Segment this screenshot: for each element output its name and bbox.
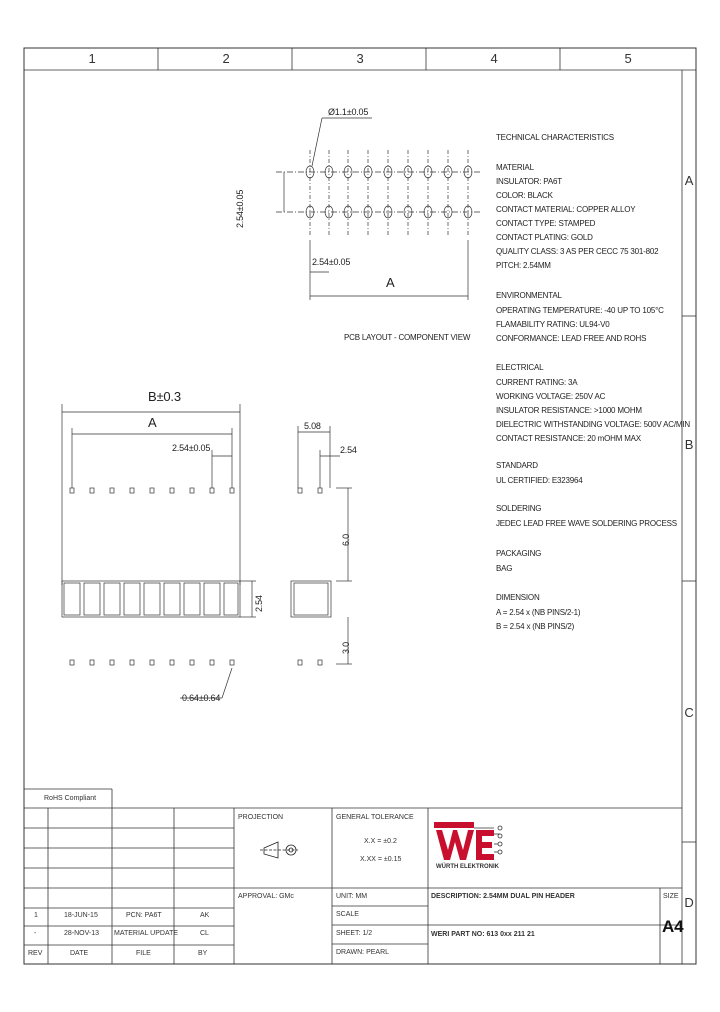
hole-diameter-dim: Ø1.1±0.05 <box>328 107 369 117</box>
spec-environmental-heading: ENVIRONMENTAL <box>496 291 562 300</box>
rev-cell: 1 <box>34 912 38 919</box>
hole-leader <box>312 118 322 166</box>
column-label-1: 1 <box>88 51 96 66</box>
spec-material-heading: MATERIAL <box>496 163 534 172</box>
pcb-length-a-label: A <box>386 275 395 290</box>
by-cell: CL <box>200 930 209 937</box>
spec-line: OPERATING TEMPERATURE: -40 UP TO 105°C <box>496 306 664 315</box>
front-body-segments <box>64 583 238 615</box>
row-label-c: C <box>684 705 694 720</box>
side-lower-length-dim: 3.0 <box>341 642 351 654</box>
by-header: BY <box>198 950 208 957</box>
spec-line: CONTACT MATERIAL: COPPER ALLOY <box>496 205 636 214</box>
spec-line: DIELECTRIC WITHSTANDING VOLTAGE: 500V AC/MIN <box>496 420 690 429</box>
front-overall-b-dim: B±0.3 <box>148 389 181 404</box>
front-body <box>62 581 240 617</box>
tolerance-2: X.XX = ±0.15 <box>360 856 402 863</box>
spec-standard-heading: STANDARD <box>496 461 538 470</box>
file-header: FILE <box>136 950 151 957</box>
spec-soldering-heading: SOLDERING <box>496 504 542 513</box>
spec-packaging-heading: PACKAGING <box>496 549 542 558</box>
spec-line: BAG <box>496 564 513 573</box>
row-label-a: A <box>684 173 694 188</box>
front-pin-tips-bottom <box>70 660 234 665</box>
spec-line: WORKING VOLTAGE: 250V AC <box>496 392 606 401</box>
description-label: DESCRIPTION: 2.54MM DUAL PIN HEADER <box>431 893 575 900</box>
spec-line: FLAMABILITY RATING: UL94-V0 <box>496 320 610 329</box>
unit-label: UNIT: MM <box>336 893 368 900</box>
spec-line: CONTACT TYPE: STAMPED <box>496 219 596 228</box>
spec-electrical-heading: ELECTRICAL <box>496 363 544 372</box>
projection-symbol-icon <box>260 842 298 858</box>
scale-label: SCALE <box>336 911 359 918</box>
side-pitch-dim: 2.54 <box>340 445 357 455</box>
part-number-label: WERI PART NO: 613 0xx 211 21 <box>431 931 535 938</box>
pcb-pitch-dim: 2.54±0.05 <box>312 257 351 267</box>
column-label-4: 4 <box>490 51 498 66</box>
side-upper-length-dim: 6.0 <box>341 534 351 546</box>
row-dividers <box>682 316 696 842</box>
tolerance-1: X.X = ±0.2 <box>364 838 397 845</box>
spec-line: CURRENT RATING: 3A <box>496 378 578 387</box>
file-cell: MATERIAL UPDATE <box>114 930 179 937</box>
row-label-d: D <box>684 895 694 910</box>
front-pin-dim: 0.64±0.64 <box>182 693 221 703</box>
spec-line: QUALITY CLASS: 3 AS PER CECC 75 301-802 <box>496 247 659 256</box>
rev-cell: - <box>34 930 37 937</box>
spec-line: CONTACT RESISTANCE: 20 mOHM MAX <box>496 434 641 443</box>
spec-line: A = 2.54 x (NB PINS/2-1) <box>496 608 581 617</box>
rev-header: REV <box>28 950 43 957</box>
spec-dimension-heading: DIMENSION <box>496 593 540 602</box>
outer-frame <box>24 48 696 964</box>
spec-line: COLOR: BLACK <box>496 191 553 200</box>
front-pitch-dim: 2.54±0.05 <box>172 443 211 453</box>
rohs-label: RoHS Compliant <box>44 795 97 802</box>
pcb-layout-caption: PCB LAYOUT - COMPONENT VIEW <box>344 333 471 342</box>
front-body-height-dim: 2.54 <box>254 595 264 612</box>
spec-title: TECHNICAL CHARACTERISTICS <box>496 133 614 142</box>
by-cell: AK <box>200 912 210 919</box>
pcb-layout-view <box>276 118 480 300</box>
spec-line: B = 2.54 x (NB PINS/2) <box>496 622 575 631</box>
approval-label: APPROVAL: GMc <box>238 893 294 900</box>
spec-line: CONTACT PLATING: GOLD <box>496 233 593 242</box>
wurth-logo-icon <box>434 822 502 860</box>
pcb-hole-centerlines <box>310 150 468 236</box>
spec-line: INSULATOR RESISTANCE: >1000 MOHM <box>496 406 642 415</box>
date-cell: 28-NOV-13 <box>64 930 100 937</box>
front-pin-tips-top <box>70 488 234 493</box>
spec-line: UL CERTIFIED: E323964 <box>496 476 583 485</box>
row-label-b: B <box>684 437 694 452</box>
spec-line: JEDEC LEAD FREE WAVE SOLDERING PROCESS <box>496 519 677 528</box>
size-label: SIZE <box>663 893 679 900</box>
file-cell: PCN: PA6T <box>126 912 162 919</box>
column-label-2: 2 <box>222 51 230 66</box>
sheet-label: SHEET: 1/2 <box>336 930 373 937</box>
side-width-dim: 5.08 <box>304 421 321 431</box>
drawn-label: DRAWN: PEARL <box>336 949 390 956</box>
spec-line: CONFORMANCE: LEAD FREE AND ROHS <box>496 334 647 343</box>
column-label-3: 3 <box>356 51 364 66</box>
logo-text: WÜRTH ELEKTRONIK <box>436 864 499 870</box>
size-value: A4 <box>662 917 684 936</box>
front-length-a-label: A <box>148 415 157 430</box>
date-header: DATE <box>70 950 89 957</box>
spec-line: INSULATOR: PA6T <box>496 177 562 186</box>
projection-label: PROJECTION <box>238 814 284 821</box>
side-body <box>291 581 331 617</box>
column-label-5: 5 <box>624 51 632 66</box>
pcb-row-pitch-dim: 2.54±0.05 <box>235 189 245 228</box>
general-tolerance-label: GENERAL TOLERANCE <box>336 814 414 821</box>
spec-line: PITCH: 2.54MM <box>496 261 551 270</box>
pin-leader <box>222 668 232 698</box>
date-cell: 18-JUN-15 <box>64 912 98 919</box>
front-view <box>62 404 256 698</box>
